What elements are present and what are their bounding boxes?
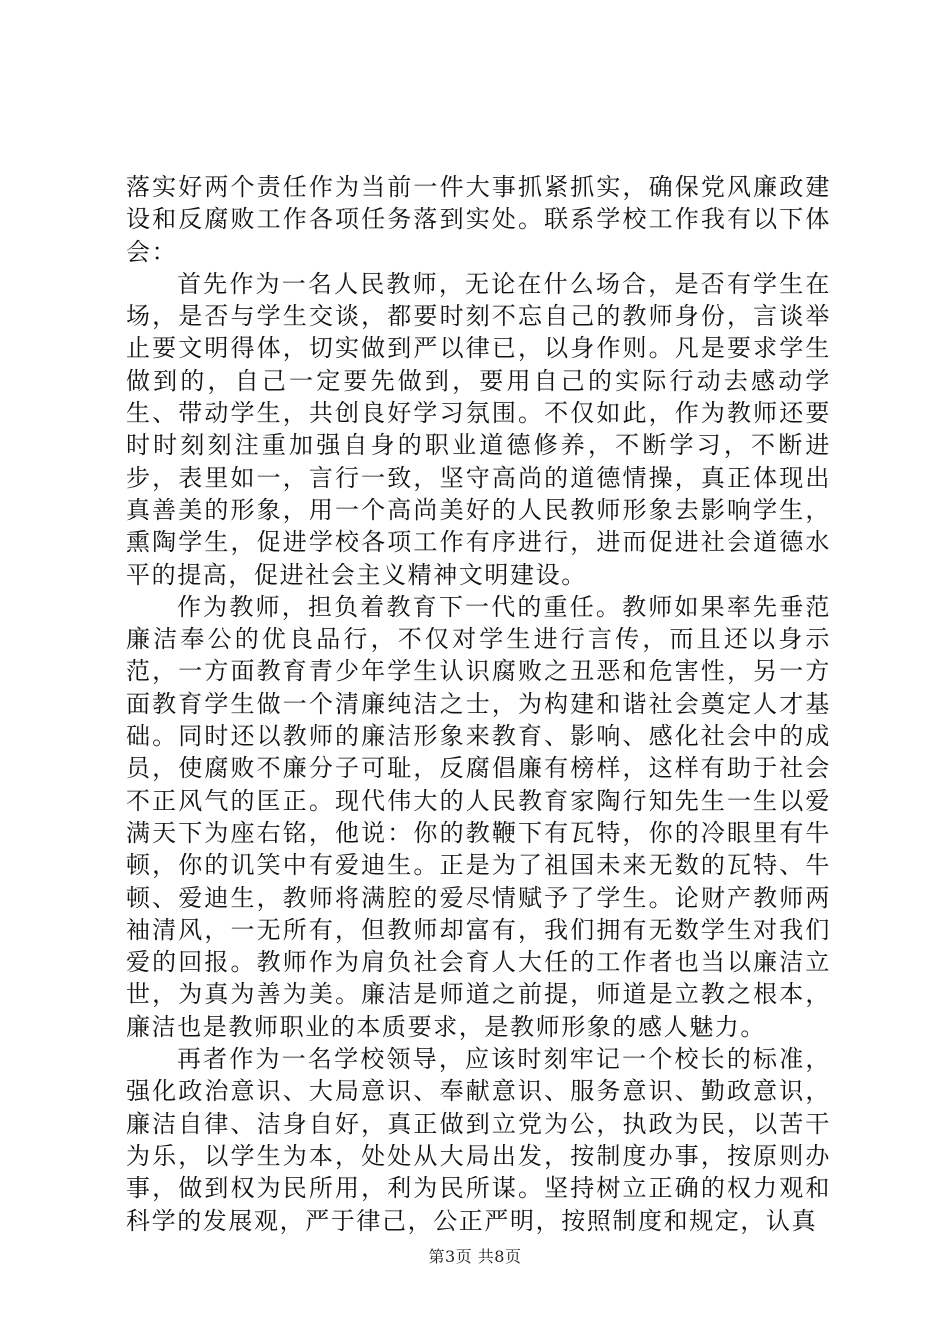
paragraph-2: 首先作为一名人民教师，无论在什么场合，是否有学生在场，是否与学生交谈，都要时刻不忘自己的教师身份，言谈举止要文明得体，切实做到严以律已，以身作则。凡是要求学生做到的，自己一定要先做到，要用自己的实际行动去感动学生、带动学生，共创良好学习氛围。不仅如此，作为教师还要时时刻刻注重加强自身的职业道德修养，不断学习，不断进步，表里如一，言行一致，坚守高尚的道德情操，真正体现出真善美的形象，用一个高尚美好的人民教师形象去影响学生，熏陶学生，促进学校各项工作有序进行，进而促进社会道德水平的提高，促进社会主义精神文明建设。 bbox=[126, 269, 831, 589]
page-footer bbox=[0, 1247, 950, 1267]
paragraph-1: 落实好两个责任作为当前一件大事抓紧抓实，确保党风廉政建设和反腐败工作各项任务落到实处。联系学校工作我有以下体会： bbox=[126, 173, 831, 266]
paragraph-3: 作为教师，担负着教育下一代的重任。教师如果率先垂范廉洁奉公的优良品行，不仅对学生进行言传，而且还以身示范，一方面教育青少年学生认识腐败之丑恶和危害性，另一方面教育学生做一个清廉纯洁之士，为构建和谐社会奠定人才基础。同时还以教师的廉洁形象来教育、影响、感化社会中的成员，使腐败不廉分子可耻，反腐倡廉有榜样，这样有助于社会不正风气的匡正。现代伟大的人民教育家陶行知先生一生以爱满天下为座右铭，他说：你的教鞭下有瓦特，你的冷眼里有牛顿，你的讥笑中有爱迪生。正是为了祖国未来无数的瓦特、牛顿、爱迪生，教师将满腔的爱尽情赋予了学生。论财产教师两袖清风，一无所有，但教师却富有，我们拥有无数学生对我们爱的回报。教师作为肩负社会育人大任的工作者也当以廉洁立世，为真为善为美。廉洁是师道之前提，师道是立教之根本，廉洁也是教师职业的本质要求，是教师形象的感人魅力。 bbox=[126, 592, 831, 1041]
document-body bbox=[126, 171, 831, 1237]
paragraph-4: 再者作为一名学校领导，应该时刻牢记一个校长的标准，强化政治意识、大局意识、奉献意识、服务意识、勤政意识，廉洁自律、洁身自好，真正做到立党为公，执政为民，以苦干为乐，以学生为本，处处从大局出发，按制度办事，按原则办事，做到权为民所用，利为民所谋。坚持树立正确的权力观和科学的发展观，严于律己，公正严明，按照制度和规定，认真 bbox=[126, 1045, 831, 1235]
page-number-label: 第3页 共8页 bbox=[428, 1247, 522, 1266]
